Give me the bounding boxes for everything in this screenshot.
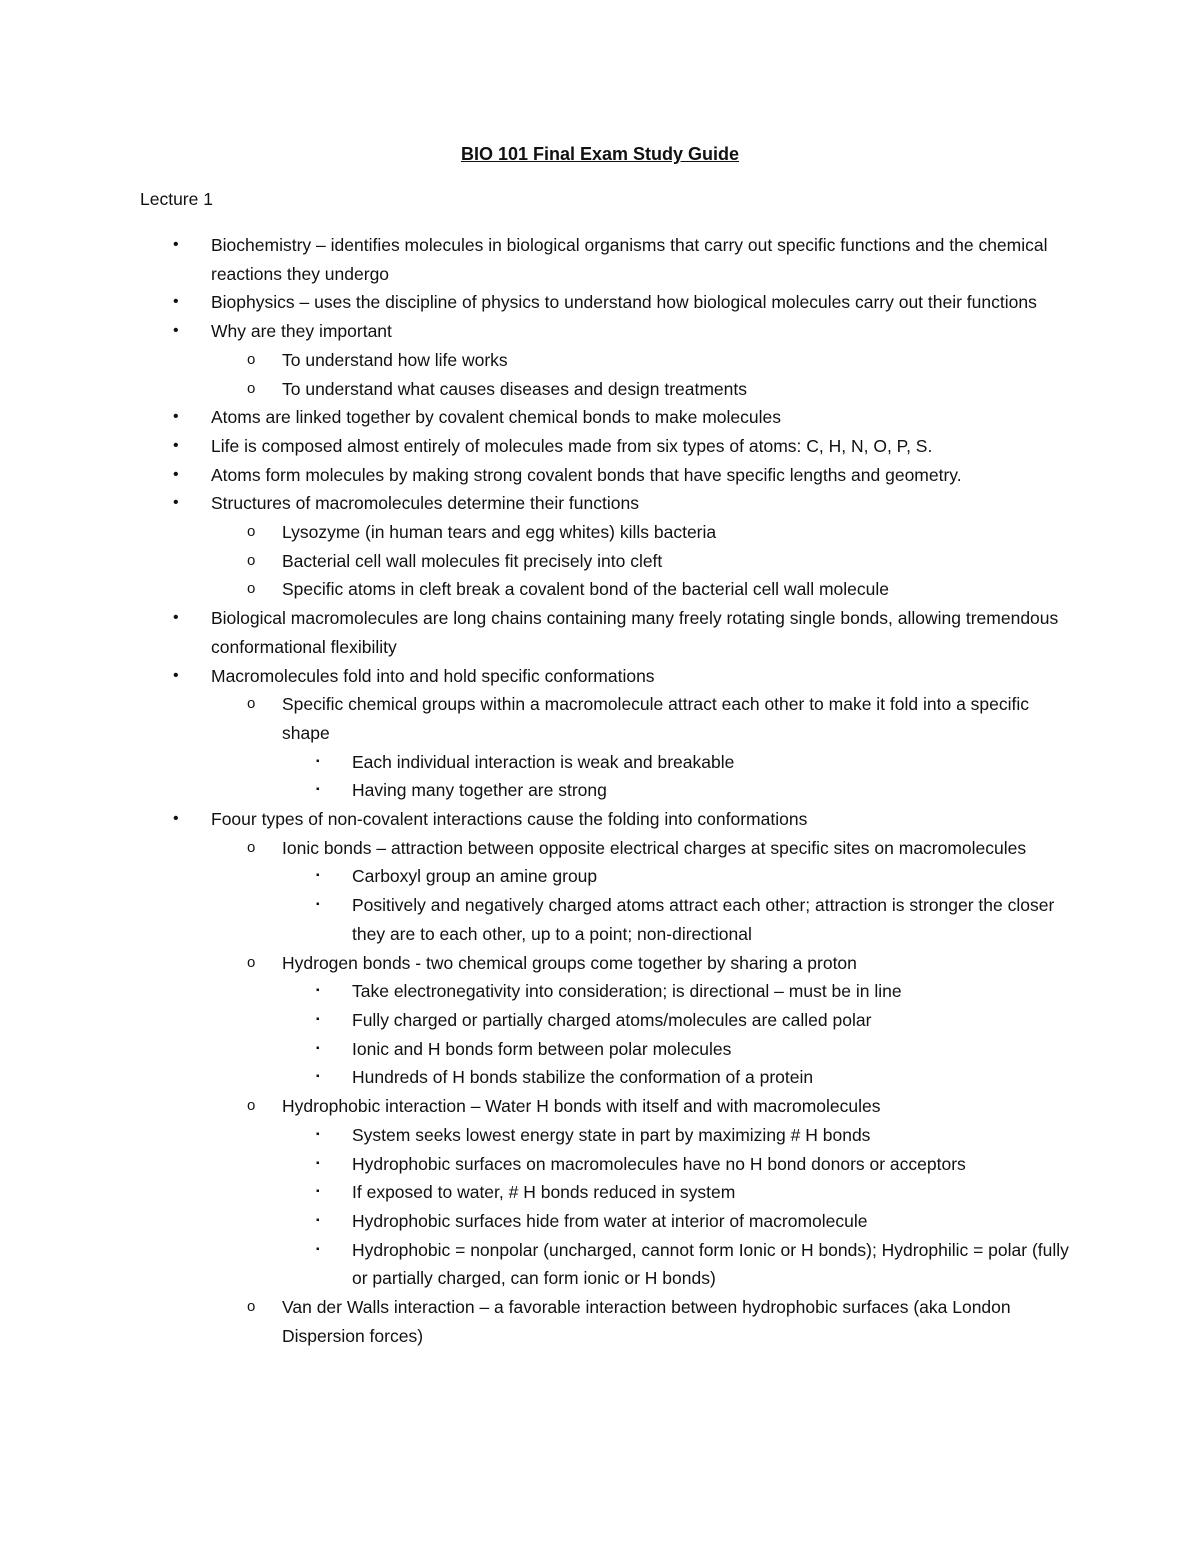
list-item — [0, 518, 1200, 547]
list-item-text: Bacterial cell wall molecules fit precisely into cleft — [282, 550, 663, 571]
bullet-marker: • — [173, 322, 179, 340]
list-item — [0, 949, 1200, 978]
square-bullet-marker: ▪ — [316, 1042, 320, 1054]
list-item — [0, 346, 1200, 375]
square-bullet-marker: ▪ — [316, 1157, 320, 1169]
list-item — [0, 1178, 1200, 1207]
bullet-marker: • — [173, 666, 179, 684]
list-item — [0, 547, 1200, 576]
list-item — [0, 977, 1200, 1006]
list-item-text: To understand how life works — [282, 349, 508, 370]
list-item — [0, 432, 1200, 461]
list-item — [0, 317, 1200, 346]
list-item-text: Each individual interaction is weak and breakable — [352, 751, 735, 772]
list-item — [0, 748, 1200, 777]
list-item — [0, 862, 1200, 891]
list-item-text: Why are they important — [211, 321, 392, 342]
square-bullet-marker: ▪ — [316, 755, 320, 767]
list-item-text: Structures of macromolecules determine their functions — [211, 493, 639, 514]
list-item-text: Specific chemical groups within a macromolecule attract each other to make it fold into a specific shape — [282, 694, 1030, 743]
square-bullet-marker: ▪ — [316, 784, 320, 796]
list-item-text: Fully charged or partially charged atoms/molecules are called polar — [352, 1009, 872, 1030]
list-item — [0, 575, 1200, 604]
sub-bullet-marker: o — [247, 551, 256, 569]
list-item-text: Hydrophobic interaction – Water H bonds with itself and with macromolecules — [282, 1096, 881, 1117]
list-item-text: Hydrophobic surfaces hide from water at interior of macromolecule — [352, 1210, 868, 1231]
list-item-text: Atoms form molecules by making strong covalent bonds that have specific lengths and geometry. — [211, 464, 962, 485]
list-item — [0, 1150, 1200, 1179]
list-item — [0, 375, 1200, 404]
list-item — [0, 1092, 1200, 1121]
document-title: BIO 101 Final Exam Study Guide — [460, 144, 740, 164]
list-item-text: Positively and negatively charged atoms attract each other; attraction is stronger the closer they are to each other, up to a point; non-directional — [352, 895, 1055, 944]
list-item-text: Take electronegativity into consideration; is directional – must be in line — [352, 981, 902, 1002]
list-item — [0, 489, 1200, 518]
list-item-text: Foour types of non-covalent interactions cause the folding into conformations — [211, 809, 808, 830]
sub-bullet-marker: o — [247, 695, 256, 713]
list-item-text: If exposed to water, # H bonds reduced in system — [352, 1182, 736, 1203]
list-item — [0, 1063, 1200, 1092]
sub-bullet-marker: o — [247, 1097, 256, 1115]
list-item — [0, 1006, 1200, 1035]
bullet-marker: • — [173, 494, 179, 512]
list-item-text: Hydrogen bonds - two chemical groups come together by sharing a proton — [282, 952, 857, 973]
list-item-text: Carboxyl group an amine group — [352, 866, 598, 887]
square-bullet-marker: ▪ — [316, 870, 320, 882]
list-item — [0, 776, 1200, 805]
list-item — [0, 805, 1200, 834]
list-item — [0, 604, 1200, 661]
square-bullet-marker: ▪ — [316, 1243, 320, 1255]
sub-bullet-marker: o — [247, 350, 256, 368]
list-item-text: Life is composed almost entirely of molecules made from six types of atoms: C, H, N, O, P, S. — [211, 435, 933, 456]
square-bullet-marker: ▪ — [316, 985, 320, 997]
list-item-text: Ionic and H bonds form between polar molecules — [352, 1038, 732, 1059]
square-bullet-marker: ▪ — [316, 1186, 320, 1198]
list-item-text: Biochemistry – identifies molecules in biological organisms that carry out specific functions and the chemical reactions they undergo — [211, 235, 1048, 284]
list-item-text: Ionic bonds – attraction between opposite electrical charges at specific sites on macromolecules — [282, 837, 1027, 858]
sub-bullet-marker: o — [247, 523, 256, 541]
section-heading: Lecture 1 — [140, 189, 213, 209]
list-item — [0, 231, 1200, 288]
list-item-text: System seeks lowest energy state in part by maximizing # H bonds — [352, 1124, 871, 1145]
bullet-marker: • — [173, 236, 179, 253]
list-item — [0, 461, 1200, 490]
list-item-text: Macromolecules fold into and hold specific conformations — [211, 665, 655, 686]
sub-bullet-marker: o — [247, 838, 256, 856]
list-item-text: Hundreds of H bonds stabilize the conformation of a protein — [352, 1067, 814, 1088]
list-item-text: Hydrophobic = nonpolar (uncharged, cannot form Ionic or H bonds); Hydrophilic = polar (fully or partially charged, can form ionic or H bonds) — [352, 1239, 1069, 1289]
list-item-text: To understand what causes diseases and design treatments — [282, 378, 748, 399]
list-item — [0, 891, 1200, 948]
list-item — [0, 1207, 1200, 1236]
list-item-text: Having many together are strong — [352, 780, 607, 801]
square-bullet-marker: ▪ — [316, 1013, 320, 1025]
list-item-text: Biophysics – uses the discipline of physics to understand how biological molecules carry out their functions — [211, 292, 1037, 313]
bullet-marker: • — [173, 609, 179, 627]
square-bullet-marker: ▪ — [316, 899, 320, 911]
bullet-marker: • — [173, 465, 179, 483]
bullet-marker: • — [173, 408, 179, 426]
square-bullet-marker: ▪ — [316, 1071, 320, 1083]
list-item — [0, 834, 1200, 863]
notes-outline — [0, 231, 1200, 1350]
list-item-text: Lysozyme (in human tears and egg whites) kills bacteria — [282, 522, 717, 543]
list-item — [0, 1293, 1200, 1350]
list-item — [0, 690, 1200, 747]
square-bullet-marker: ▪ — [316, 1214, 320, 1226]
list-item — [0, 288, 1200, 317]
square-bullet-marker: ▪ — [316, 1128, 320, 1140]
list-item — [0, 1121, 1200, 1150]
bullet-marker: • — [173, 293, 179, 311]
list-item-text: Hydrophobic surfaces on macromolecules have no H bond donors or acceptors — [352, 1153, 966, 1174]
list-item — [0, 662, 1200, 691]
list-item-text: Biological macromolecules are long chains containing many freely rotating single bonds, allowing tremendous conformational flexibility — [211, 608, 1059, 657]
sub-bullet-marker: o — [247, 379, 256, 397]
bullet-marker: • — [173, 810, 179, 828]
list-item-text: Van der Walls interaction – a favorable interaction between hydrophobic surfaces (aka London Dispersion forces) — [282, 1297, 1011, 1346]
list-item — [0, 1236, 1200, 1293]
list-item-text: Atoms are linked together by covalent chemical bonds to make molecules — [211, 407, 782, 428]
sub-bullet-marker: o — [247, 953, 256, 971]
list-item — [0, 403, 1200, 432]
sub-bullet-marker: o — [247, 580, 256, 598]
bullet-marker: • — [173, 436, 179, 454]
list-item-text: Specific atoms in cleft break a covalent bond of the bacterial cell wall molecule — [282, 579, 889, 600]
sub-bullet-marker: o — [247, 1298, 256, 1316]
list-item — [0, 1035, 1200, 1064]
